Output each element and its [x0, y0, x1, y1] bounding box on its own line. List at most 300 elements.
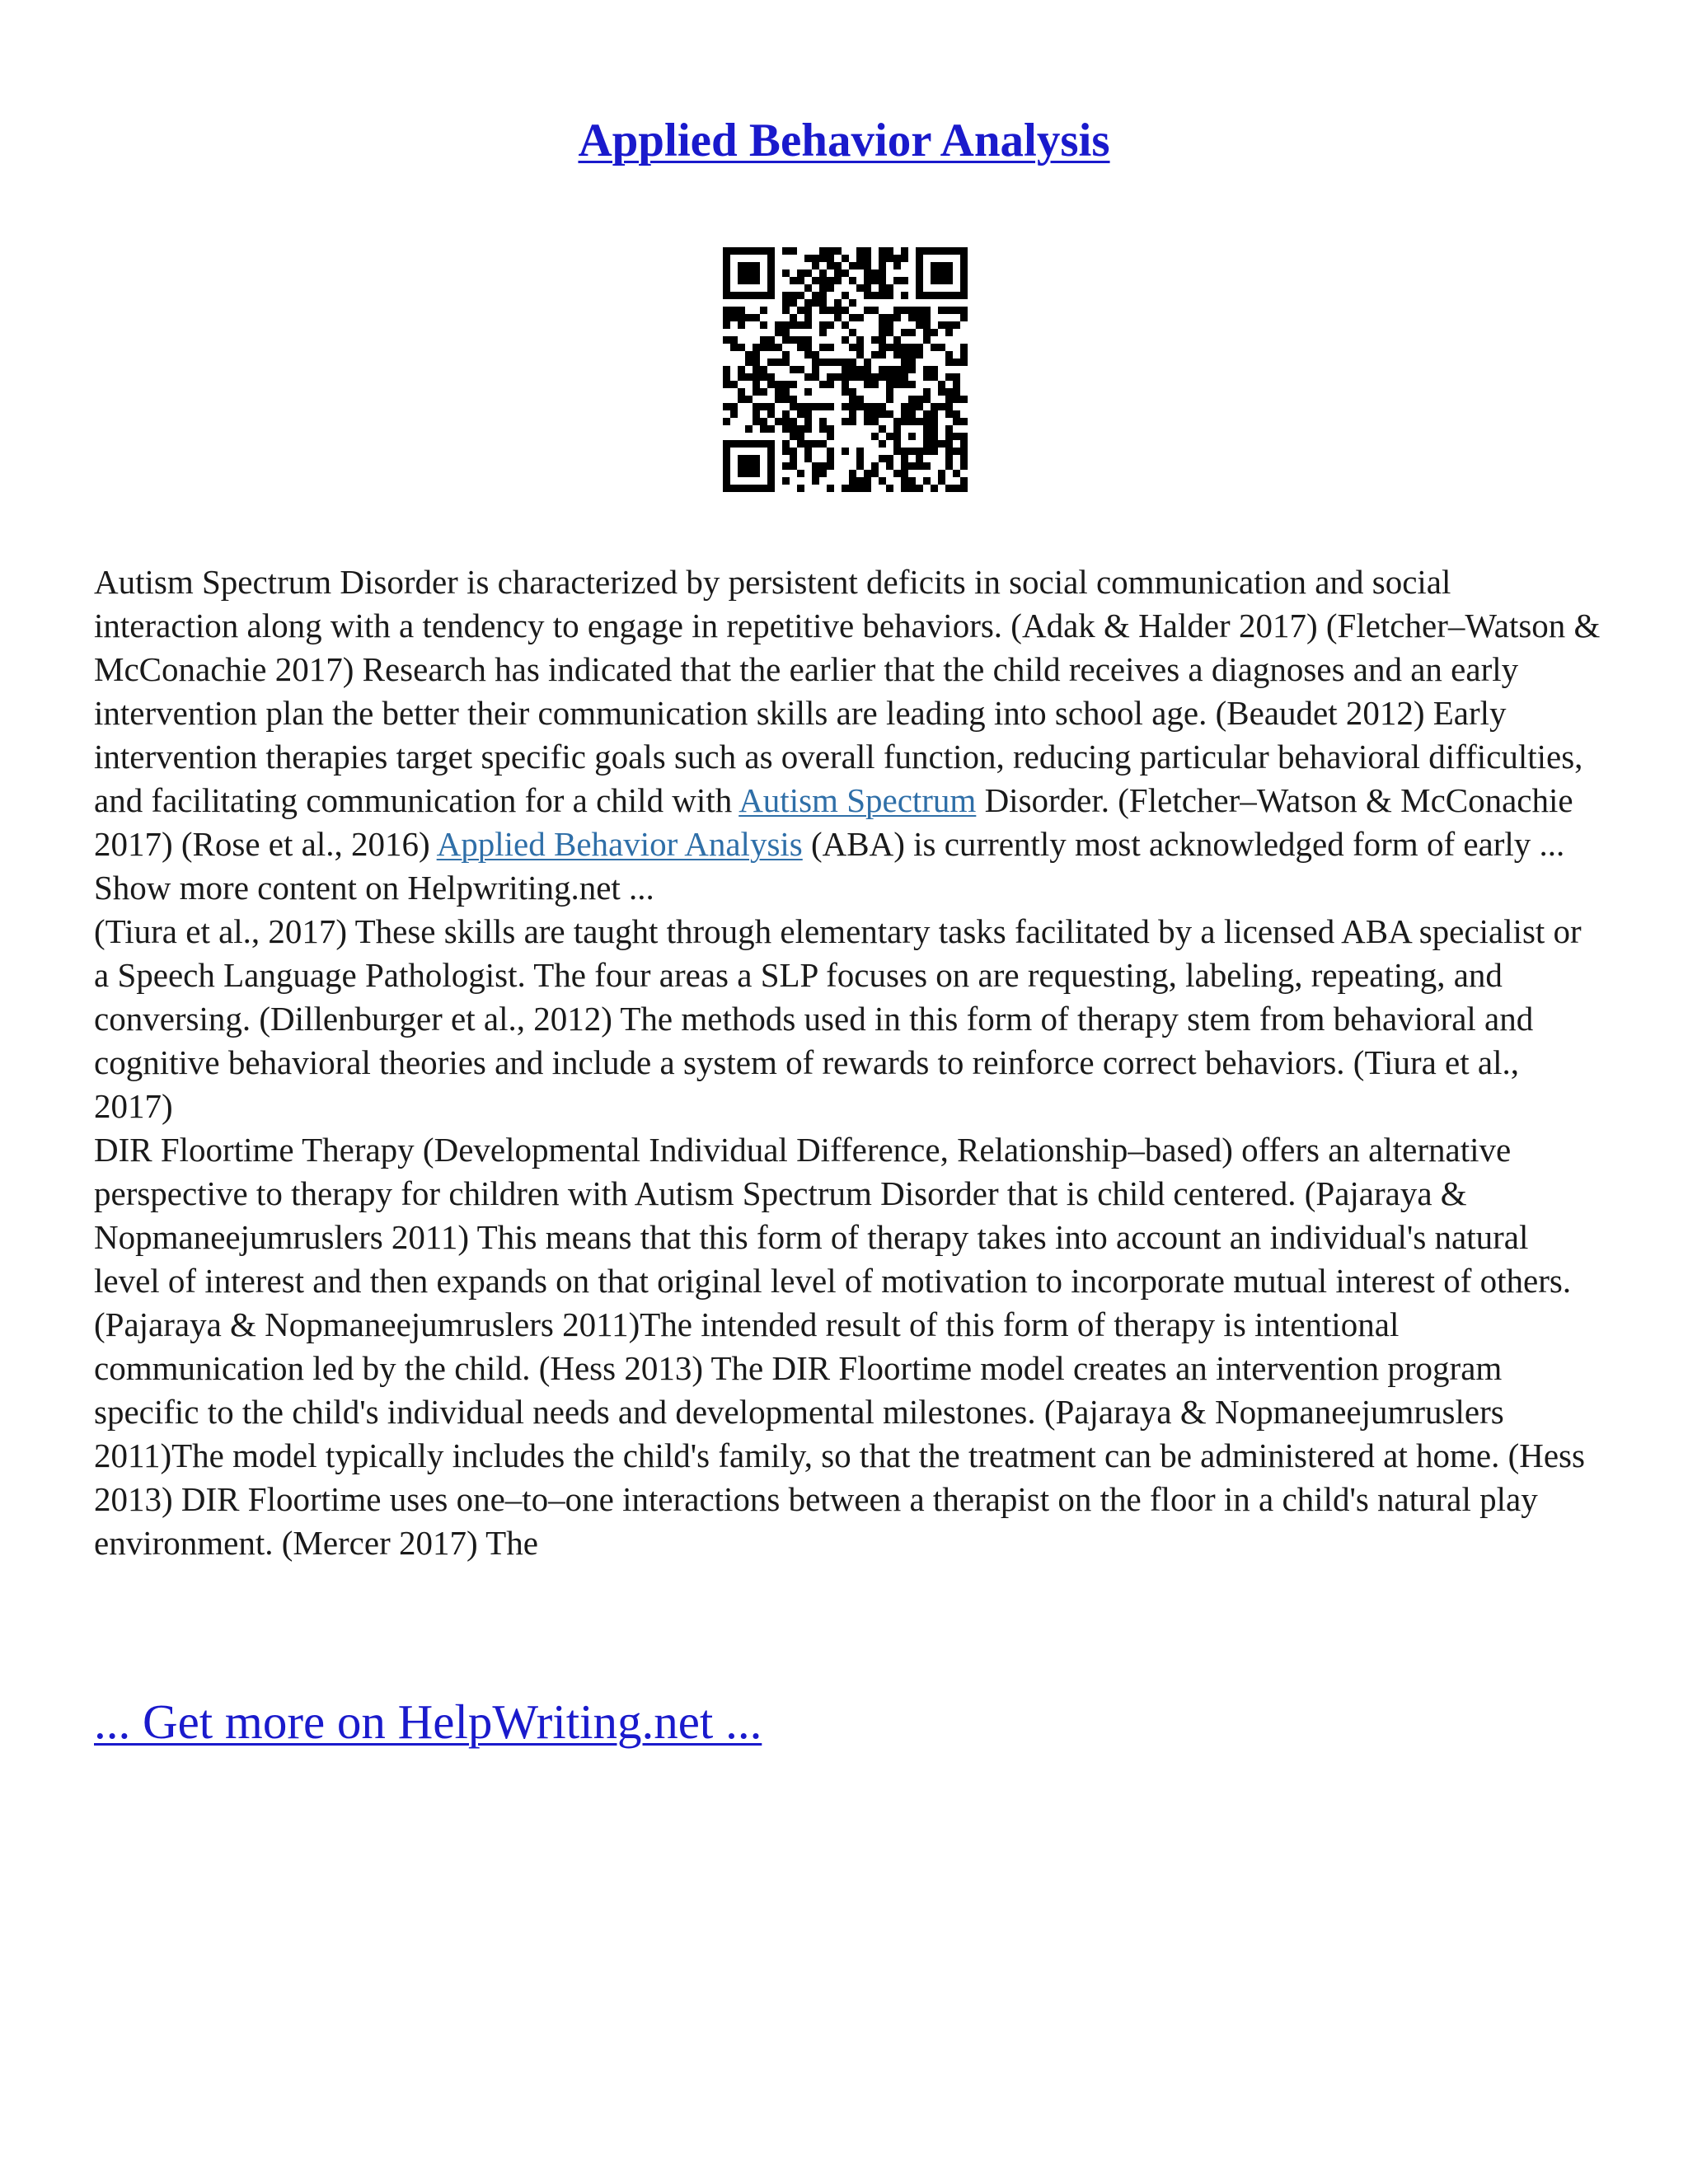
qr-module: [931, 433, 938, 440]
qr-module: [775, 329, 782, 336]
qr-module: [893, 440, 901, 448]
qr-module: [767, 269, 775, 277]
get-more-link[interactable]: ... Get more on HelpWriting.net ...: [94, 1694, 762, 1749]
qr-module: [812, 299, 819, 307]
qr-module: [797, 440, 804, 448]
qr-module: [945, 462, 953, 470]
qr-module: [908, 485, 916, 492]
qr-module: [953, 433, 960, 440]
qr-module: [871, 277, 879, 284]
qr-module: [893, 448, 901, 455]
qr-module: [901, 485, 908, 492]
applied-behavior-analysis-link[interactable]: Applied Behavior Analysis: [436, 825, 803, 863]
qr-module: [901, 307, 908, 314]
qr-module: [790, 336, 797, 344]
qr-module: [723, 314, 730, 321]
qr-module: [827, 403, 834, 410]
qr-module: [730, 247, 738, 255]
qr-module: [908, 351, 916, 359]
qr-module: [849, 299, 856, 307]
qr-module: [738, 485, 745, 492]
qr-module: [953, 448, 960, 455]
qr-module: [916, 448, 923, 455]
qr-module: [945, 396, 953, 403]
qr-module: [953, 470, 960, 477]
qr-module: [790, 425, 797, 433]
qr-module: [901, 455, 908, 462]
paragraph-2: (Tiura et al., 2017) These skills are taught through elementary tasks facilitated by a licensed ABA specialist or a Speech Language Pathologist. The four areas a SLP focuses on are requesting, labeling, repeating, and conversing. (Dillenburger et al., 2012) The methods used in this form of therapy stem from behavioral and cognitive behavioral theories and include a system of rewards to reinforce correct behaviors. (Tiura et al., 2017): [94, 912, 1582, 1125]
qr-module: [812, 470, 819, 477]
qr-module: [819, 284, 827, 292]
qr-module: [819, 425, 827, 433]
qr-module: [901, 255, 908, 262]
qr-module: [790, 314, 797, 321]
qr-module: [738, 262, 745, 269]
qr-module: [886, 255, 893, 262]
qr-module: [723, 470, 730, 477]
qr-module: [916, 485, 923, 492]
qr-module: [953, 373, 960, 381]
qr-module: [864, 277, 871, 284]
qr-module: [886, 292, 893, 299]
qr-module: [827, 455, 834, 462]
paragraph-1-text-c: (ABA) is currently most acknowledged form of early ... Show more content on Helpwriting.net ...: [94, 825, 1565, 907]
qr-module: [760, 321, 767, 329]
qr-module: [931, 410, 938, 418]
qr-module: [797, 344, 804, 351]
qr-module: [760, 485, 767, 492]
qr-module: [804, 410, 812, 418]
qr-module: [953, 381, 960, 388]
document-title-link[interactable]: Applied Behavior Analysis: [578, 115, 1110, 166]
qr-module: [767, 448, 775, 455]
qr-module: [871, 269, 879, 277]
qr-module: [753, 277, 760, 284]
qr-module: [864, 359, 871, 366]
qr-module: [782, 448, 790, 455]
qr-module: [775, 381, 782, 388]
qr-module: [960, 359, 968, 366]
qr-module: [745, 359, 753, 366]
qr-module: [804, 388, 812, 396]
qr-module: [782, 307, 790, 314]
qr-module: [864, 410, 871, 418]
qr-module: [738, 292, 745, 299]
qr-module: [760, 336, 767, 344]
qr-module: [908, 366, 916, 373]
qr-module: [827, 247, 834, 255]
qr-module: [901, 247, 908, 255]
qr-module: [827, 462, 834, 470]
qr-module: [812, 277, 819, 284]
qr-module: [723, 373, 730, 381]
qr-module: [901, 351, 908, 359]
qr-module: [886, 373, 893, 381]
qr-module: [916, 321, 923, 329]
qr-module: [893, 425, 901, 433]
qr-module: [886, 433, 893, 440]
qr-module: [916, 403, 923, 410]
qr-module: [849, 485, 856, 492]
qr-module: [923, 314, 931, 321]
qr-module: [812, 373, 819, 381]
qr-module: [945, 247, 953, 255]
qr-module: [753, 418, 760, 425]
qr-module: [953, 418, 960, 425]
qr-module: [804, 284, 812, 292]
qr-module: [886, 321, 893, 329]
qr-module: [960, 277, 968, 284]
qr-module: [886, 284, 893, 292]
qr-module: [738, 321, 745, 329]
qr-module: [960, 433, 968, 440]
qr-module: [960, 284, 968, 292]
qr-module: [864, 269, 871, 277]
autism-spectrum-link[interactable]: Autism Spectrum: [738, 781, 977, 819]
qr-module: [804, 314, 812, 321]
qr-module: [931, 269, 938, 277]
qr-module: [916, 255, 923, 262]
qr-module: [790, 277, 797, 284]
qr-module: [849, 396, 856, 403]
qr-module: [916, 277, 923, 284]
qr-module: [753, 485, 760, 492]
qr-module: [775, 388, 782, 396]
qr-module: [745, 247, 753, 255]
qr-module: [767, 344, 775, 351]
qr-module: [938, 470, 945, 477]
qr-module: [923, 292, 931, 299]
qr-module: [856, 314, 864, 321]
qr-module: [953, 359, 960, 366]
qr-module: [797, 277, 804, 284]
paragraph-3: DIR Floortime Therapy (Developmental Individual Difference, Relationship–based) offers an alternative perspective to therapy for children with Autism Spectrum Disorder that is child centered. (Pajaraya & Nopmaneejumruslers 2011) This means that this form of therapy takes into account an individual's natural level of interest and then expands on that original level of motivation to incorporate mutual interest of others. (Pajaraya & Nopmaneejumruslers 2011)The intended result of this form of therapy is intentional communication led by the child. (Hess 2013) The DIR Floortime model creates an intervention program specific to the child's individual needs and developmental milestones. (Pajaraya & Nopmaneejumruslers 2011)The model typically includes the child's family, so that the treatment can be administered at home. (Hess 2013) DIR Floortime uses one–to–one interactions between a therapist on the floor in a child's natural play environment. (Mercer 2017) The: [94, 1131, 1585, 1562]
qr-module: [856, 373, 864, 381]
qr-module: [775, 359, 782, 366]
qr-module: [871, 373, 879, 381]
qr-module: [960, 247, 968, 255]
qr-module: [819, 269, 827, 277]
qr-module: [790, 448, 797, 455]
qr-module: [953, 307, 960, 314]
qr-module: [819, 321, 827, 329]
qr-module: [856, 351, 864, 359]
qr-module: [886, 462, 893, 470]
qr-module: [923, 321, 931, 329]
qr-module: [856, 396, 864, 403]
qr-module: [723, 255, 730, 262]
qr-module: [738, 314, 745, 321]
qr-module: [931, 440, 938, 448]
title-container: [0, 114, 1688, 167]
qr-module: [804, 351, 812, 359]
qr-module: [945, 440, 953, 448]
qr-module: [797, 403, 804, 410]
qr-module: [960, 477, 968, 485]
qr-module: [842, 359, 849, 366]
qr-module: [782, 418, 790, 425]
qr-module: [849, 277, 856, 284]
qr-module: [953, 485, 960, 492]
qr-module: [723, 321, 730, 329]
qr-module: [775, 418, 782, 425]
qr-module: [945, 433, 953, 440]
qr-module: [931, 247, 938, 255]
qr-module: [931, 329, 938, 336]
qr-module: [790, 299, 797, 307]
qr-module: [745, 373, 753, 381]
qr-module: [804, 336, 812, 344]
qr-module: [923, 388, 931, 396]
qr-module: [842, 366, 849, 373]
qr-module: [960, 269, 968, 277]
qr-module: [901, 470, 908, 477]
qr-module: [775, 396, 782, 403]
qr-module: [745, 470, 753, 477]
qr-module: [945, 351, 953, 359]
qr-module: [953, 388, 960, 396]
qr-code-icon: [723, 247, 968, 492]
qr-module: [790, 403, 797, 410]
qr-module: [753, 292, 760, 299]
qr-module: [879, 292, 886, 299]
qr-module: [782, 269, 790, 277]
qr-module: [908, 329, 916, 336]
qr-module: [893, 381, 901, 388]
qr-module: [797, 470, 804, 477]
qr-module: [804, 307, 812, 314]
qr-module: [745, 269, 753, 277]
qr-module: [760, 425, 767, 433]
qr-module: [782, 292, 790, 299]
qr-module: [767, 410, 775, 418]
qr-module: [856, 247, 864, 255]
qr-module: [886, 388, 893, 396]
qr-module: [738, 440, 745, 448]
qr-module: [879, 425, 886, 433]
qr-module: [819, 470, 827, 477]
qr-module: [827, 262, 834, 269]
qr-module: [753, 373, 760, 381]
qr-module: [864, 262, 871, 269]
qr-module: [856, 477, 864, 485]
qr-module: [849, 410, 856, 418]
qr-module: [745, 351, 753, 359]
qr-module: [738, 247, 745, 255]
qr-module: [923, 373, 931, 381]
qr-module: [953, 396, 960, 403]
qr-module: [893, 262, 901, 269]
qr-module: [916, 418, 923, 425]
qr-module: [730, 292, 738, 299]
qr-module: [745, 262, 753, 269]
qr-module: [953, 321, 960, 329]
qr-module: [938, 403, 945, 410]
qr-module: [819, 418, 827, 425]
qr-module: [864, 485, 871, 492]
qr-module: [916, 269, 923, 277]
qr-module: [790, 247, 797, 255]
qr-module: [879, 321, 886, 329]
qr-module: [819, 344, 827, 351]
qr-module: [834, 359, 842, 366]
qr-module: [916, 292, 923, 299]
qr-module: [767, 373, 775, 381]
qr-module: [856, 336, 864, 344]
qr-module: [931, 485, 938, 492]
qr-module: [827, 307, 834, 314]
qr-module: [879, 410, 886, 418]
qr-module: [931, 344, 938, 351]
qr-module: [753, 403, 760, 410]
qr-module: [842, 373, 849, 381]
qr-module: [767, 255, 775, 262]
qr-module: [916, 462, 923, 470]
qr-module: [879, 403, 886, 410]
qr-module: [901, 344, 908, 351]
qr-module: [945, 307, 953, 314]
qr-module: [901, 366, 908, 373]
qr-module: [864, 307, 871, 314]
qr-module: [945, 410, 953, 418]
qr-module: [804, 321, 812, 329]
qr-module: [879, 262, 886, 269]
qr-module: [893, 470, 901, 477]
qr-module: [834, 247, 842, 255]
qr-module: [893, 351, 901, 359]
qr-module: [730, 410, 738, 418]
qr-module: [953, 292, 960, 299]
paragraph-1-text-b: Disorder. (Fletcher–Watson & McConachie 2017) (Rose et al., 2016): [94, 781, 1573, 863]
qr-module: [745, 462, 753, 470]
qr-module: [767, 277, 775, 284]
qr-module: [893, 418, 901, 425]
qr-module: [782, 336, 790, 344]
qr-module: [738, 388, 745, 396]
qr-module: [945, 485, 953, 492]
qr-module: [945, 388, 953, 396]
qr-module: [879, 477, 886, 485]
qr-module: [864, 373, 871, 381]
qr-module: [730, 381, 738, 388]
qr-module: [849, 403, 856, 410]
qr-module: [827, 485, 834, 492]
qr-module: [908, 396, 916, 403]
qr-module: [960, 485, 968, 492]
qr-module: [871, 381, 879, 388]
qr-module: [938, 381, 945, 388]
qr-module: [797, 425, 804, 433]
qr-module: [812, 292, 819, 299]
qr-module: [864, 470, 871, 477]
qr-module: [730, 440, 738, 448]
qr-module: [827, 373, 834, 381]
qr-module: [723, 462, 730, 470]
qr-module: [827, 433, 834, 440]
qr-module: [790, 455, 797, 462]
qr-module: [916, 262, 923, 269]
qr-module: [782, 477, 790, 485]
qr-module: [938, 344, 945, 351]
qr-module: [782, 321, 790, 329]
qr-module: [879, 284, 886, 292]
qr-module: [723, 477, 730, 485]
qr-module: [879, 366, 886, 373]
qr-module: [901, 359, 908, 366]
qr-module: [819, 403, 827, 410]
qr-module: [812, 440, 819, 448]
qr-module: [856, 366, 864, 373]
qr-module: [908, 307, 916, 314]
qr-module: [753, 388, 760, 396]
qr-module: [901, 403, 908, 410]
qr-module: [886, 455, 893, 462]
qr-module: [804, 269, 812, 277]
qr-module: [753, 262, 760, 269]
qr-module: [760, 307, 767, 314]
qr-module: [819, 462, 827, 470]
qr-module: [901, 373, 908, 381]
qr-module: [849, 359, 856, 366]
qr-module: [908, 403, 916, 410]
qr-module: [849, 366, 856, 373]
qr-module: [790, 321, 797, 329]
qr-module: [916, 314, 923, 321]
qr-module: [945, 262, 953, 269]
qr-module: [901, 329, 908, 336]
qr-module: [931, 292, 938, 299]
qr-module: [738, 373, 745, 381]
qr-module: [834, 373, 842, 381]
qr-module: [923, 440, 931, 448]
qr-module: [908, 410, 916, 418]
qr-module: [931, 277, 938, 284]
qr-module: [842, 269, 849, 277]
qr-module: [960, 307, 968, 314]
qr-module: [908, 359, 916, 366]
qr-module: [945, 269, 953, 277]
qr-module: [753, 247, 760, 255]
qr-module: [886, 247, 893, 255]
qr-module: [923, 410, 931, 418]
qr-module: [864, 418, 871, 425]
qr-module: [938, 321, 945, 329]
qr-module: [842, 381, 849, 388]
qr-module: [960, 396, 968, 403]
qr-module: [945, 425, 953, 433]
qr-module: [782, 381, 790, 388]
qr-module: [767, 425, 775, 433]
qr-module: [767, 440, 775, 448]
qr-module: [819, 247, 827, 255]
qr-module: [827, 381, 834, 388]
qr-module: [893, 307, 901, 314]
qr-module: [931, 418, 938, 425]
qr-module: [938, 262, 945, 269]
qr-module: [938, 269, 945, 277]
qr-module: [879, 336, 886, 344]
qr-module: [931, 448, 938, 455]
qr-module: [864, 366, 871, 373]
qr-module: [767, 336, 775, 344]
qr-module: [834, 262, 842, 269]
qr-module: [938, 307, 945, 314]
qr-module: [775, 321, 782, 329]
qr-module: [901, 277, 908, 284]
qr-module: [886, 329, 893, 336]
qr-module: [797, 410, 804, 418]
qr-module: [819, 440, 827, 448]
